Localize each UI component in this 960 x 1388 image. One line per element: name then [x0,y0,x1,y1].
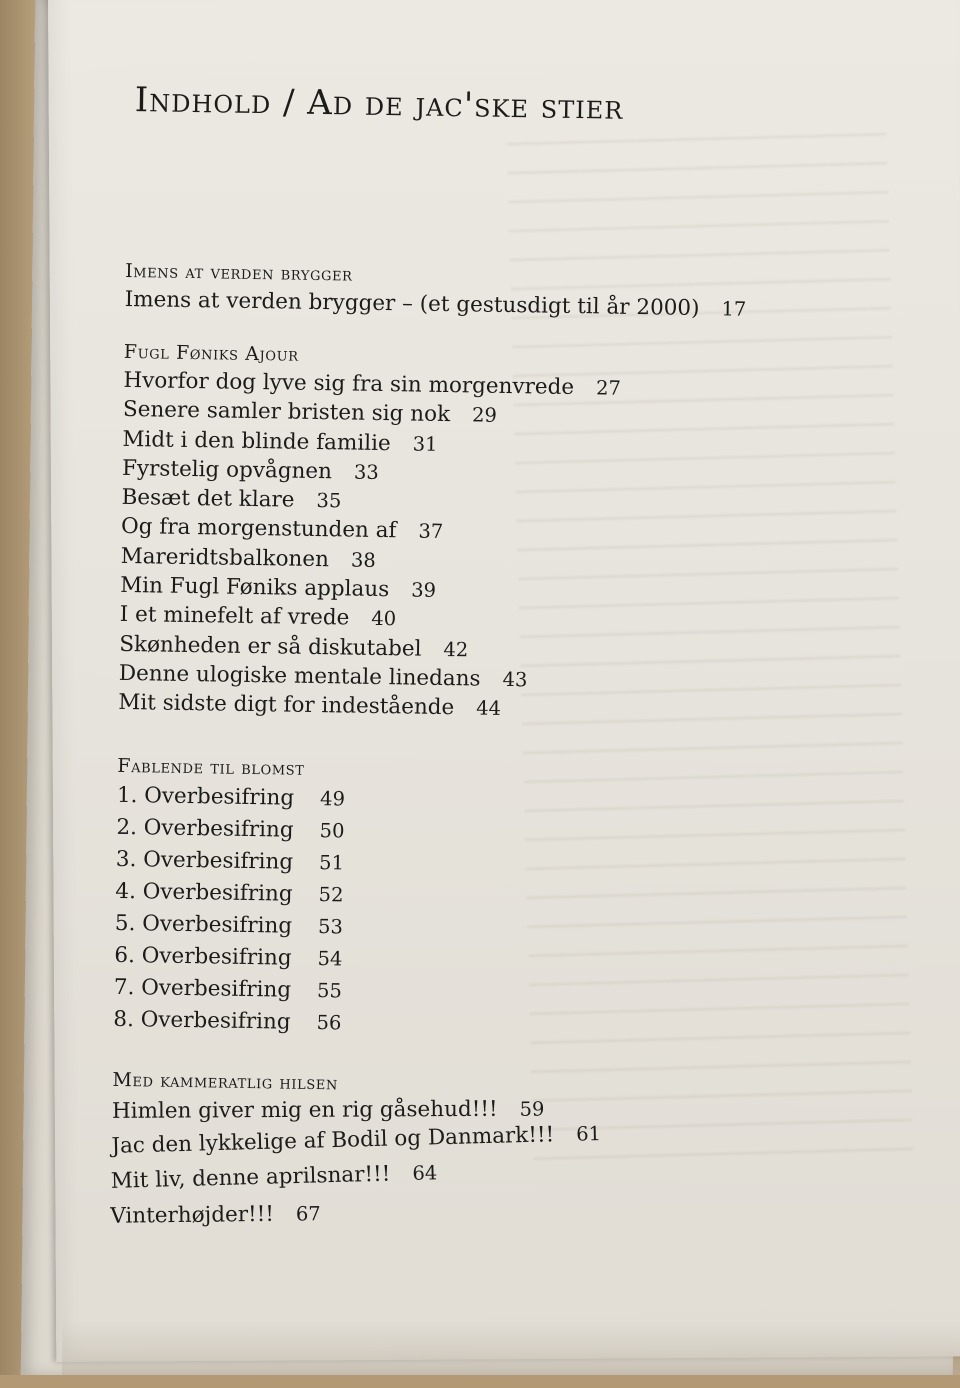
entry-page-number: 35 [316,489,342,513]
section-heading: Med kammeratlig hilsen [112,1068,339,1095]
entry-title: I et minefelt af vrede [119,602,350,631]
entry-page-number: 64 [412,1161,438,1185]
entry-title: Himlen giver mig en rig gåsehud!!! [111,1096,498,1124]
entry-page-number: 49 [319,787,346,811]
entry-page-number: 67 [295,1202,321,1226]
toc-section [110,1066,733,1244]
toc-entry [110,1191,730,1234]
entry-title: Og fra morgenstunden af [120,514,397,544]
toc-section [113,752,737,1046]
entry-page-number: 33 [353,460,379,484]
entry-title: Hvorfor dog lyve sig fra sin morgenvrede [123,367,575,401]
entry-title: Vinterhøjder!!! [110,1201,275,1229]
entry-title: 2. Overbesifring [116,814,294,843]
entry-title: Mit sidste digt for indestående [118,690,455,721]
entry-title: 8. Overbesifring [113,1006,291,1035]
entry-page-number: 43 [502,667,528,692]
entry-title: 4. Overbesifring [115,878,293,907]
section-heading: Fugl Føniks Ajour [123,340,299,366]
entry-page-number: 42 [443,637,469,662]
section-heading: Fablende til blomst [117,754,305,780]
entry-page-number: 59 [519,1097,545,1121]
entry-title: Mareridtsbalkonen [120,543,330,572]
entry-title: 1. Overbesifring [116,782,295,811]
entry-title: 5. Overbesifring [114,910,293,939]
section-heading: Imens at verden brygger [124,259,353,286]
entry-title: Skønheden er så diskutabel [119,631,422,662]
entry-title: 7. Overbesifring [113,974,292,1003]
entry-page-number: 29 [471,403,498,428]
entry-title: Fyrstelig opvågnen [121,455,333,485]
entry-page-number: 54 [317,947,343,971]
entry-title: Min Fugl Føniks applaus [120,572,390,603]
entry-page-number: 51 [318,851,345,875]
entry-page-number: 55 [316,979,343,1003]
entry-title: Senere samler bristen sig nok [122,397,451,428]
toc-section [118,338,744,727]
toc-section [124,257,745,324]
entry-page-number: 39 [411,578,437,602]
entry-page-number: 52 [318,883,344,907]
entry-page-number: 40 [371,607,397,631]
entry-title: Imens at verden brygger – (et gestusdigt til år 2000) [124,286,700,321]
page-title: Indhold / Ad de jac'ske stier [134,80,624,128]
entry-title: Denne ulogiske mentale linedans [118,660,481,692]
entry-page-number: 50 [319,819,345,843]
entry-page-number: 38 [350,548,376,572]
entry-title: Mit liv, denne aprilsnar!!! [110,1161,391,1194]
entry-title: Besæt det klare [121,485,295,513]
entry-page-number: 17 [721,297,747,321]
entry-page-number: 53 [317,915,344,939]
entry-title: Jac den lykkelige af Bodil og Danmark!!! [111,1122,555,1159]
entry-page-number: 31 [412,432,438,456]
entry-page-number: 44 [476,696,502,721]
entry-page-number: 27 [595,376,622,400]
entry-page-number: 61 [575,1122,602,1146]
entry-page-number: 37 [418,520,444,544]
entry-title: 3. Overbesifring [115,846,294,875]
entry-title: 6. Overbesifring [114,942,292,971]
entry-title: Midt i den blinde familie [122,426,391,456]
entry-page-number: 56 [316,1011,342,1035]
